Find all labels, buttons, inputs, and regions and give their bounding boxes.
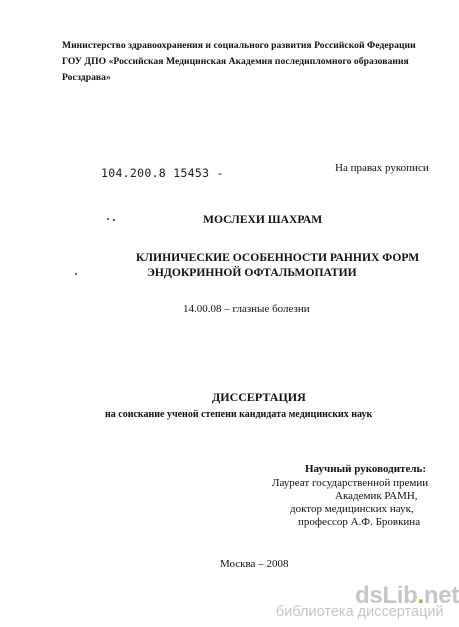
- advisor-line-3: доктор медицинских наук,: [290, 503, 414, 515]
- ministry-line-3: Росздрава»: [62, 72, 111, 83]
- advisor-line-4: профессор А.Ф. Бровкина: [298, 516, 421, 528]
- watermark-logo: dsLib.net: [355, 582, 459, 609]
- scan-speck: [113, 219, 115, 221]
- watermark-caption: библиотека диссертаций: [276, 604, 444, 620]
- rights-note: На правах рукописи: [335, 162, 429, 174]
- library-stamp-number: 104.200.8 15453 -: [101, 166, 224, 180]
- title-line-1: КЛИНИЧЕСКИЕ ОСОБЕННОСТИ РАННИХ ФОРМ: [136, 251, 420, 264]
- scan-speck: [75, 273, 77, 275]
- document-type: ДИССЕРТАЦИЯ: [212, 390, 306, 404]
- advisor-line-1: Лауреат государственной премии: [272, 477, 429, 489]
- ministry-line-1: Министерство здравоохранения и социального развития Российской Федерации: [62, 40, 416, 51]
- author-name: МОСЛЕХИ ШАХРАМ: [203, 213, 323, 226]
- ministry-line-2: ГОУ ДПО «Российская Медицинская Академия последипломного образования: [62, 56, 409, 67]
- scan-speck: [107, 218, 109, 220]
- advisor-heading: Научный руководитель:: [305, 463, 426, 475]
- city-year: Москва – 2008: [220, 558, 289, 570]
- specialty-code: 14.00.08 – глазные болезни: [183, 303, 310, 315]
- advisor-line-2: Академик РАМН,: [335, 490, 418, 502]
- degree-line: на соискание ученой степени кандидата медицинских наук: [105, 409, 373, 420]
- title-line-2: ЭНДОКРИННОЙ ОФТАЛЬМОПАТИИ: [147, 266, 357, 279]
